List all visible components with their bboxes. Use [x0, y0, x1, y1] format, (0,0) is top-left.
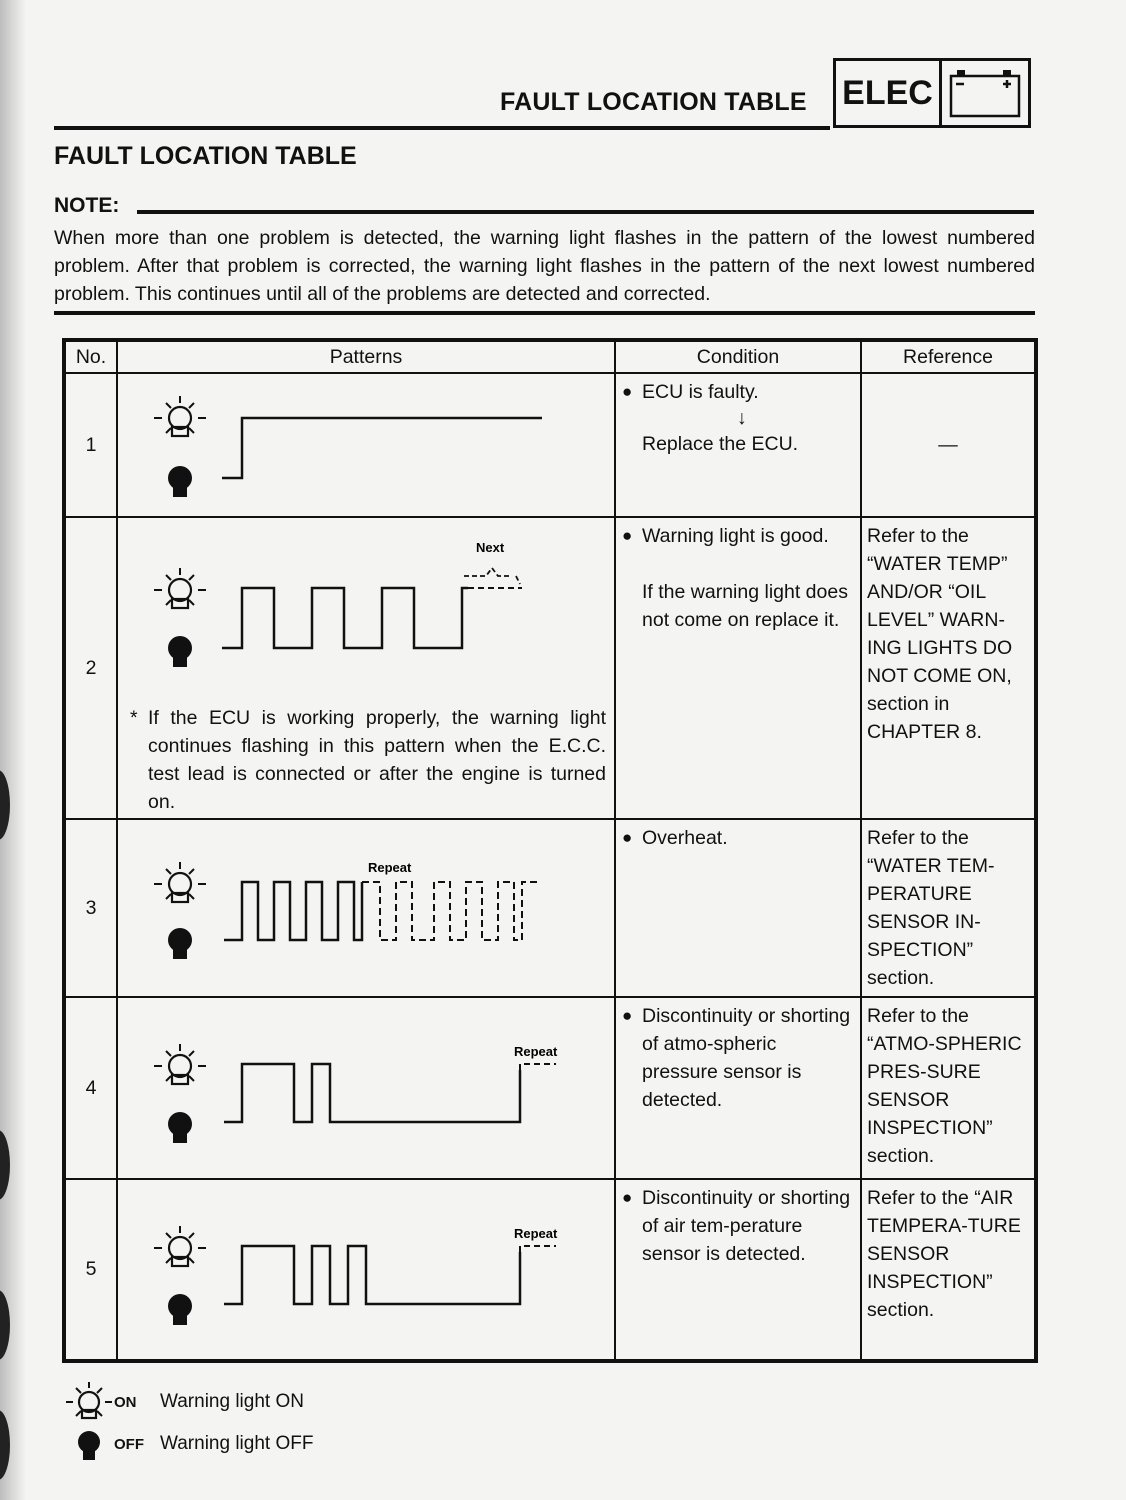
legend-on	[64, 1380, 304, 1424]
repeat-label: Repeat	[514, 1044, 558, 1059]
next-brace	[464, 568, 520, 584]
bulb-on-icon	[154, 568, 206, 608]
binding-hole	[0, 1130, 10, 1200]
pattern-note: * If the ECU is working properly, the warning light continues flashing in this pattern when the E.C.C. test lead is connected or after the engine is turned on.	[130, 704, 606, 816]
pattern-cell	[117, 1179, 615, 1361]
condition-text: Warning light is good.	[642, 525, 829, 547]
condition-text: Discontinuity or shorting of atmo-spheric pressure sensor is detected.	[642, 1005, 851, 1111]
fault-location-table	[62, 338, 1038, 1363]
arrow-icon: ↓	[737, 407, 747, 429]
header-reference: Reference	[861, 340, 1036, 373]
signal-waveform	[222, 588, 468, 648]
bulb-off-icon	[168, 928, 192, 959]
legend-off-state: OFF	[114, 1435, 144, 1453]
next-label: Next	[476, 540, 505, 555]
section-label: ELEC	[836, 61, 942, 125]
pattern-note-text: If the ECU is working properly, the warning light continues flashing in this pattern when the E.C.C. test lead is connected or after the engine is turned on.	[148, 707, 606, 813]
table-row	[64, 517, 1036, 819]
repeat-label: Repeat	[368, 860, 412, 875]
reference-cell: Refer to the “ATMO-SPHERIC PRES-SURE SENSOR INSPECTION” section.	[861, 997, 1036, 1179]
row-number: 2	[64, 517, 117, 819]
repeat-waveform	[362, 882, 540, 940]
repeat-label: Repeat	[514, 1226, 558, 1241]
signal-waveform	[224, 1246, 520, 1304]
pattern-diagram	[118, 1180, 616, 1362]
signal-waveform	[224, 1064, 520, 1122]
row-number: 3	[64, 819, 117, 997]
header-title: FAULT LOCATION TABLE	[500, 88, 807, 116]
table-row	[64, 1179, 1036, 1361]
bulb-on-icon	[64, 1380, 114, 1424]
reference-cell: Refer to the “WATER TEMP” AND/OR “OIL LEVEL” WARN-ING LIGHTS DO NOT COME ON, section in CHAPTER 8.	[861, 517, 1036, 819]
binding-hole	[0, 1410, 10, 1480]
pattern-cell	[117, 819, 615, 997]
signal-waveform	[222, 418, 542, 478]
binding-hole	[0, 770, 10, 840]
condition-cell: ● Overheat.	[615, 819, 861, 997]
row-number: 5	[64, 1179, 117, 1361]
signal-waveform	[224, 882, 362, 940]
pattern-cell	[117, 997, 615, 1179]
legend-off	[64, 1424, 313, 1464]
pattern-cell	[117, 373, 615, 517]
bulb-off-icon	[168, 636, 192, 667]
page-title: FAULT LOCATION TABLE	[54, 142, 357, 170]
legend-on-state: ON	[114, 1393, 137, 1411]
section-tab	[833, 58, 1031, 128]
reference-cell: Refer to the “AIR TEMPERA-TURE SENSOR INSPECTION” section.	[861, 1179, 1036, 1361]
header-patterns: Patterns	[117, 340, 615, 373]
repeat-waveform	[520, 1064, 556, 1070]
pattern-cell	[117, 517, 615, 819]
condition-cell: ● Discontinuity or shorting of air tem-perature sensor is detected.	[615, 1179, 861, 1361]
condition-text: Overheat.	[642, 827, 728, 849]
bulb-on-icon	[154, 396, 206, 436]
pattern-diagram	[118, 998, 616, 1180]
legend-off-text: Warning light OFF	[160, 1433, 314, 1454]
header-no: No.	[64, 340, 117, 373]
reference-cell: —	[861, 373, 1036, 517]
battery-icon	[942, 61, 1028, 125]
bulb-on-icon	[154, 1044, 206, 1084]
table-row	[64, 997, 1036, 1179]
condition-text: Discontinuity or shorting of air tem-perature sensor is detected.	[642, 1187, 851, 1265]
bulb-off-icon	[168, 1294, 192, 1325]
condition-cell: ● ECU is faulty. ↓ Replace the ECU.	[615, 373, 861, 517]
repeat-waveform	[520, 1246, 556, 1252]
bulb-off-icon	[64, 1424, 114, 1464]
bulb-off-icon	[168, 1112, 192, 1143]
header-condition: Condition	[615, 340, 861, 373]
pattern-diagram	[118, 518, 616, 708]
reference-cell: Refer to the “WATER TEM-PERATURE SENSOR IN-SPECTION” section.	[861, 819, 1036, 997]
table-row	[64, 373, 1036, 517]
note-text: When more than one problem is detected, the warning light flashes in the pattern of the lowest numbered problem. After that problem is corrected, the warning light flashes in the pattern of the next lowest numbered problem. This continues until all of the problems are detected and corrected.	[54, 227, 1035, 305]
pattern-diagram	[118, 374, 616, 518]
row-number: 1	[64, 373, 117, 517]
condition-text: If the warning light does not come on replace it.	[642, 581, 848, 631]
condition-text: ECU is faulty.	[642, 381, 759, 403]
note-label: NOTE:	[54, 194, 120, 217]
legend-on-text: Warning light ON	[160, 1391, 304, 1412]
binding-hole	[0, 1290, 10, 1360]
pattern-diagram	[118, 820, 616, 998]
table-row	[64, 819, 1036, 997]
condition-cell: ● Discontinuity or shorting of atmo-spheric pressure sensor is detected.	[615, 997, 861, 1179]
bulb-on-icon	[154, 862, 206, 902]
page-binding-edge	[0, 0, 26, 1500]
row-number: 4	[64, 997, 117, 1179]
note-bottom-rule	[54, 311, 1035, 315]
condition-action: Replace the ECU.	[642, 433, 799, 455]
bulb-on-icon	[154, 1226, 206, 1266]
bulb-off-icon	[168, 466, 192, 497]
condition-cell: ● Warning light is good. If the warning light does not come on replace it.	[615, 517, 861, 819]
note-rule	[137, 210, 1034, 214]
header-rule	[54, 126, 830, 130]
table-header-row	[64, 340, 1036, 373]
